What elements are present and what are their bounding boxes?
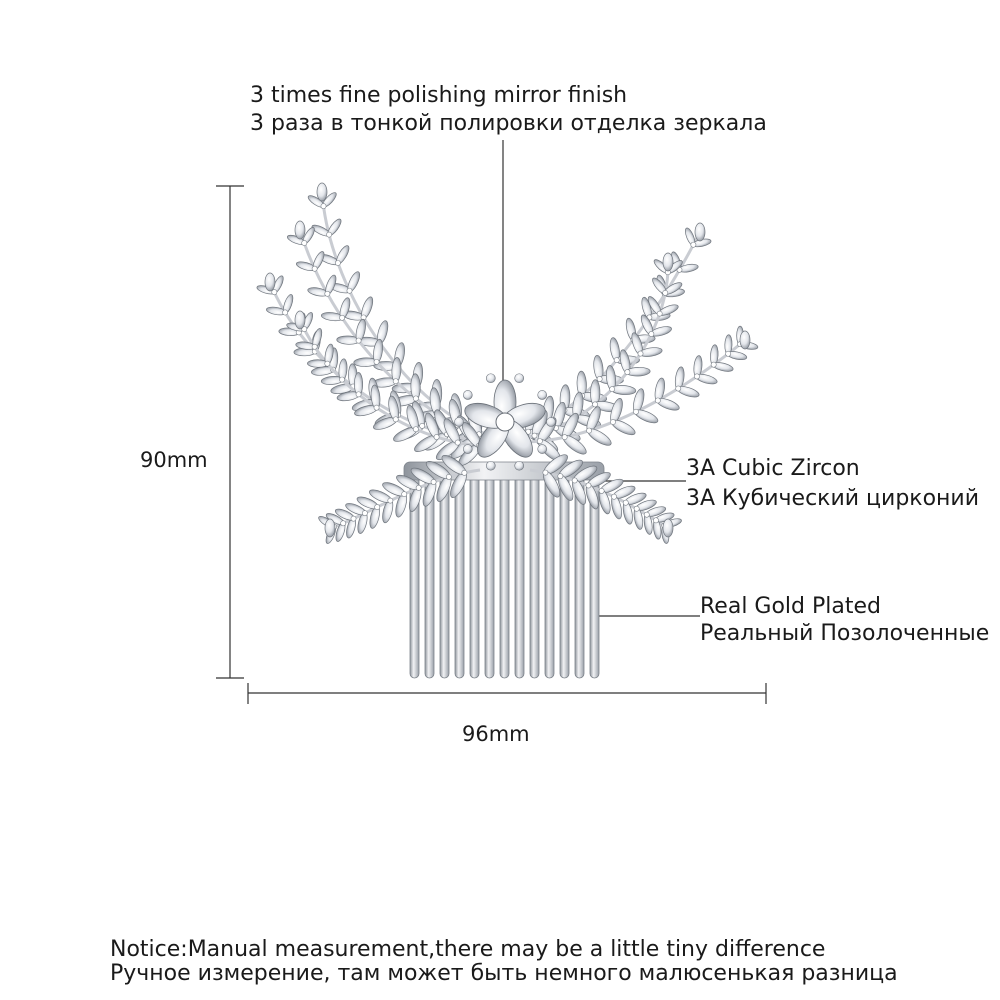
comb-tooth	[530, 470, 539, 678]
plated-callout-ru: Реальный Позолоченные	[700, 621, 990, 646]
notice-ru: Ручное измерение, там может быть немного малюсенькая разница	[110, 961, 898, 986]
plated-callout-en: Real Gold Plated	[700, 594, 881, 619]
polish-callout-ru: 3 раза в тонкой полировки отделка зеркала	[250, 111, 767, 136]
comb-tooth	[545, 470, 554, 678]
height-dimension-line	[216, 186, 244, 678]
zircon-callout-ru: 3A Кубический цирконий	[686, 486, 980, 511]
polish-callout-en: 3 times fine polishing mirror finish	[250, 83, 628, 108]
comb-tooth	[485, 470, 494, 678]
notice-en: Notice:Manual measurement,there may be a little tiny difference	[110, 937, 826, 962]
comb-tooth	[560, 470, 569, 678]
height-label: 90mm	[140, 448, 208, 472]
zircon-callout-en: 3A Cubic Zircon	[686, 456, 860, 481]
comb-tooth	[455, 470, 464, 678]
width-dimension-line	[248, 683, 766, 704]
width-label: 96mm	[462, 722, 530, 746]
comb-tooth	[470, 470, 479, 678]
comb-tooth	[500, 470, 509, 678]
comb-tooth	[515, 470, 524, 678]
